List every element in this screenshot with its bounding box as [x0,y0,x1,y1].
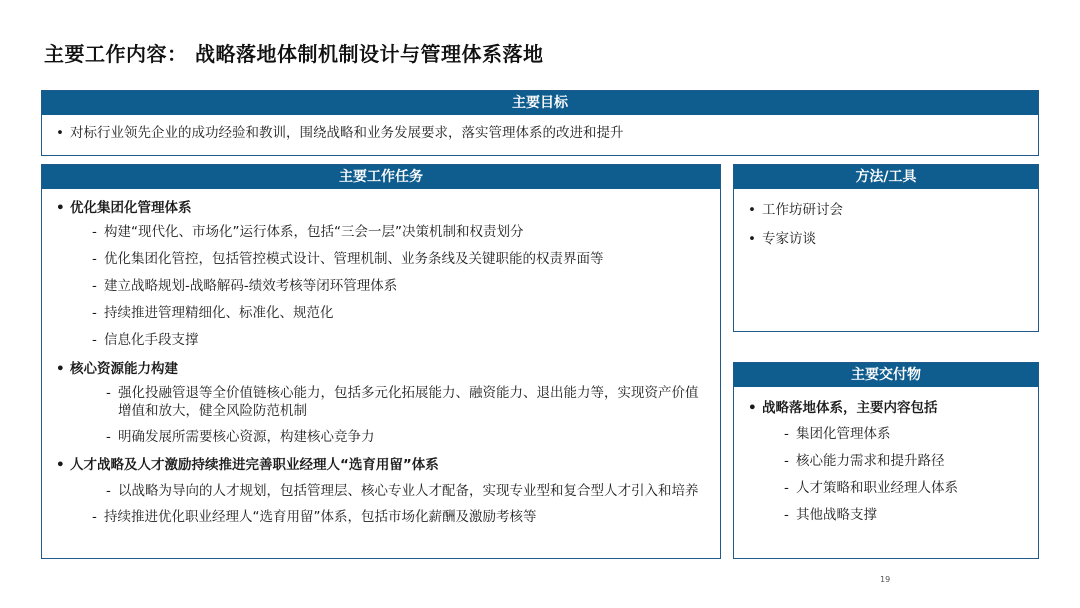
deliverable-item: - 核心能力需求和提升路径 [784,453,945,469]
method-item: • 工作坊研讨会 [744,199,1028,221]
deliverables-header: 主要交付物 [734,363,1038,387]
task-section-title: • 人才战略及人才激励持续推进完善职业经理人“选育用留”体系 [52,454,706,476]
task-item: - 强化投融管退等全价值链核心能力，包括多元化拓展能力、融资能力、退出能力等，实现资产价值增值和放大，健全风险防范机制 [106,385,699,419]
page-title: 主要工作内容： 战略落地体制机制设计与管理体系落地 [44,42,544,66]
method-item: • 专家访谈 [744,228,1028,250]
task-item: - 持续推进管理精细化、标准化、规范化 [92,305,334,321]
deliverables-box [733,362,1039,559]
task-item: - 构建“现代化、市场化”运行体系，包括“三会一层”决策机制和权责划分 [92,224,524,240]
deliverable-item: - 集团化管理体系 [784,426,891,442]
deliverable-item: - 人才策略和职业经理人体系 [784,480,958,496]
goal-box [41,90,1039,156]
task-item: - 优化集团化管控，包括管控模式设计、管理机制、业务条线及关键职能的权责界面等 [92,251,604,267]
task-item: - 建立战略规划-战略解码-绩效考核等闭环管理体系 [92,278,398,294]
tasks-header: 主要工作任务 [42,165,720,189]
task-item: - 信息化手段支撑 [92,332,199,348]
task-item: - 以战略为导向的人才规划，包括管理层、核心专业人才配备，实现专业型和复合型人才引入和培养 [106,483,699,499]
task-item: - 明确发展所需要核心资源，构建核心竞争力 [106,429,375,445]
task-item: - 持续推进优化职业经理人“选育用留”体系，包括市场化薪酬及激励考核等 [92,509,537,525]
goal-text: • 对标行业领先企业的成功经验和教训，围绕战略和业务发展要求，落实管理体系的改进和提升 [52,122,1038,144]
task-section-title: • 优化集团化管理体系 [52,197,706,219]
deliverable-item: - 其他战略支撑 [784,507,877,523]
methods-header: 方法/工具 [734,165,1038,189]
page-number: 19 [880,575,891,584]
deliverables-title: • 战略落地体系，主要内容包括 [744,397,1028,419]
goal-header: 主要目标 [42,91,1038,115]
task-section-title: • 核心资源能力构建 [52,358,706,380]
tasks-box [41,164,721,559]
methods-box [733,164,1039,332]
